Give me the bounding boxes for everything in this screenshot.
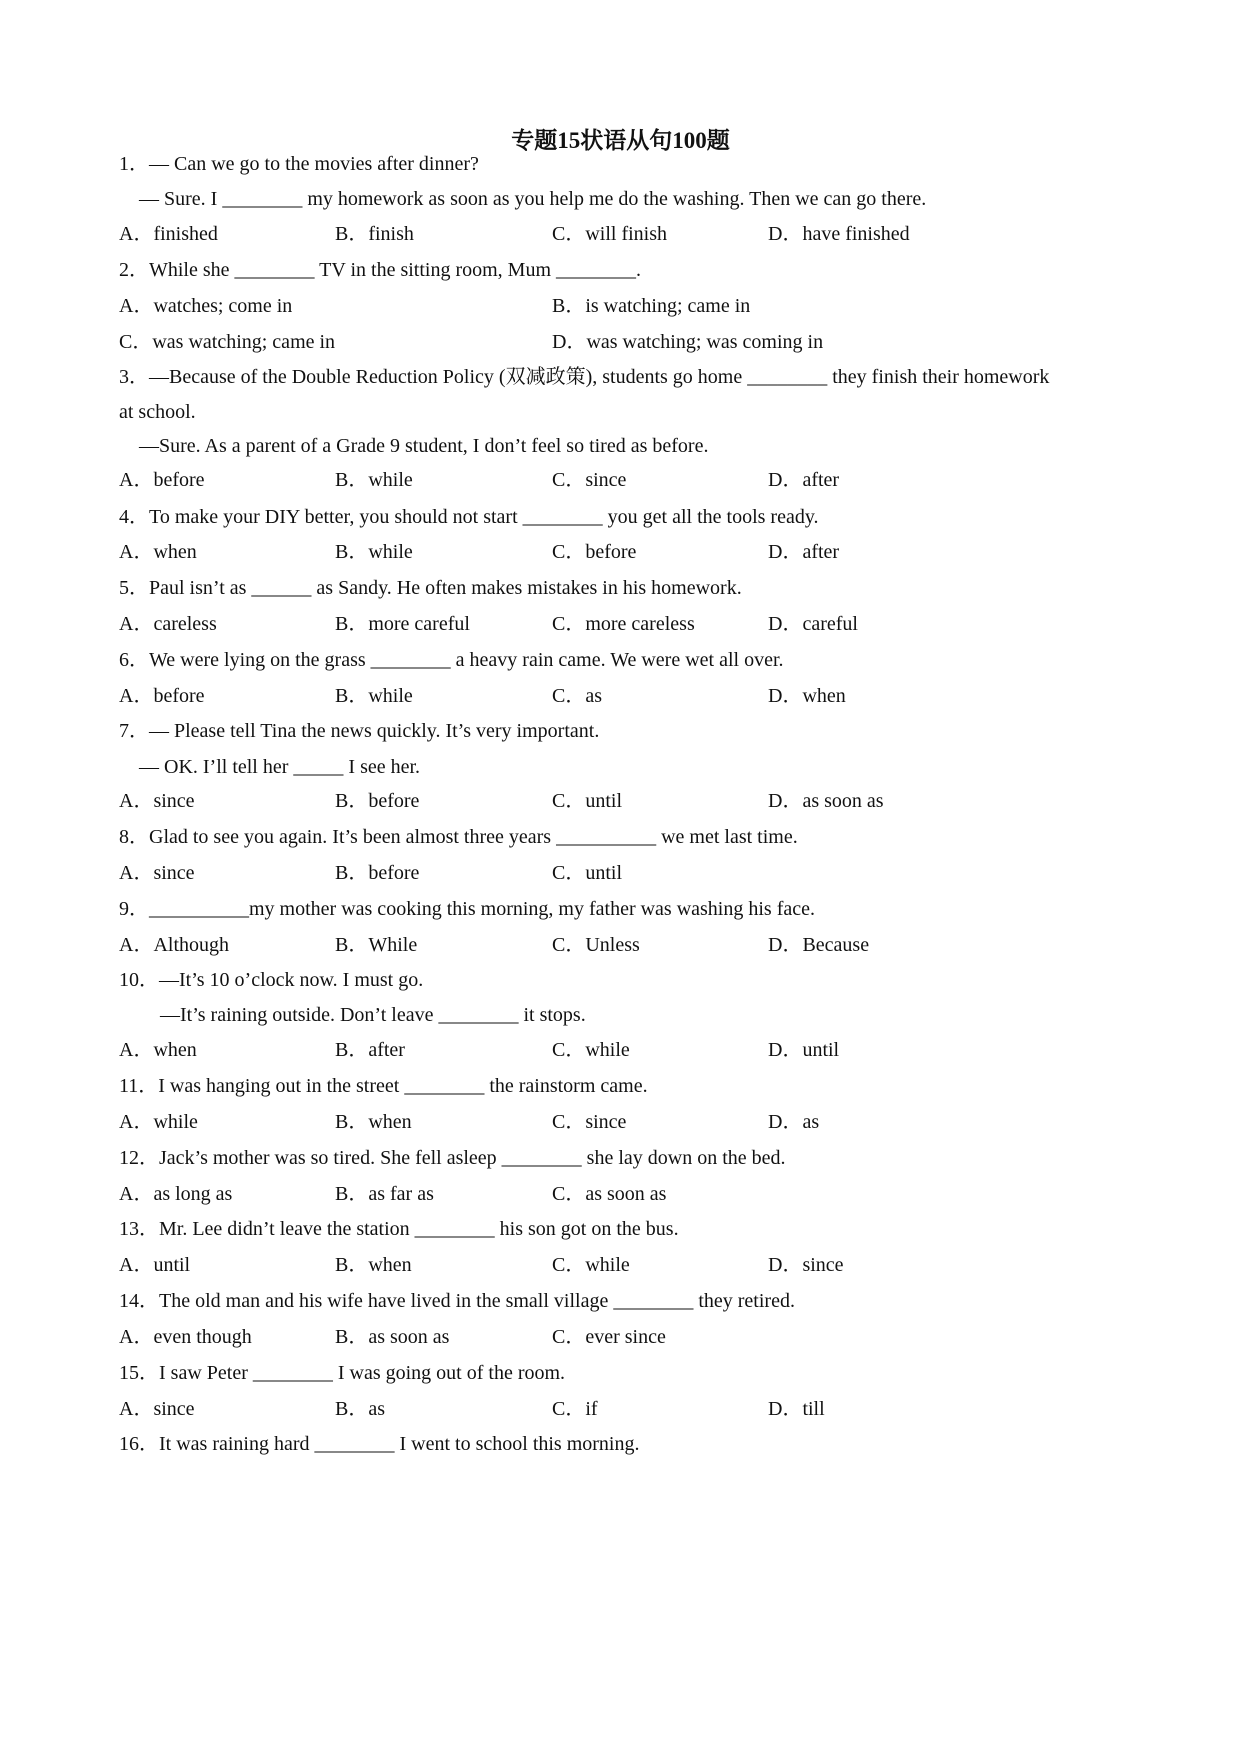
option-a[interactable]: A．careless [119,613,217,635]
question-9-stem: 9．__________my mother was cooking this morning, my father was washing his face. [119,898,815,920]
option-b[interactable]: B．while [335,541,413,563]
option-a[interactable]: A．watches; come in [119,295,293,317]
option-c[interactable]: C．ever since [552,1326,666,1348]
question-7-response: — OK. I’ll tell her _____ I see her. [139,756,421,778]
option-c[interactable]: C．more careless [552,613,695,635]
option-b[interactable]: B．finish [335,223,414,245]
option-a[interactable]: A．even though [119,1326,252,1348]
option-b[interactable]: B．while [335,469,413,491]
question-13-stem: 13．Mr. Lee didn’t leave the station ________ his son got on the bus. [119,1218,679,1240]
question-3-stem: 3．—Because of the Double Reduction Policy (双减政策), students go home ________ they finish their homework [119,366,1050,388]
option-a[interactable]: A．while [119,1111,198,1133]
option-d[interactable]: D．after [768,541,840,563]
option-d[interactable]: D．till [768,1398,825,1420]
question-1-response: — Sure. I ________ my homework as soon as you help me do the washing. Then we can go there. [139,188,927,210]
option-d[interactable]: D．when [768,685,846,707]
question-11-stem: 11．I was hanging out in the street ________ the rainstorm came. [119,1075,648,1097]
option-a[interactable]: A．before [119,469,205,491]
option-a[interactable]: A．until [119,1254,191,1276]
question-6-stem: 6．We were lying on the grass ________ a heavy rain came. We were wet all over. [119,649,784,671]
question-3-stem-continued: at school. [119,401,196,423]
question-10-response: —It’s raining outside. Don’t leave ________ it stops. [160,1004,586,1026]
question-15-stem: 15．I saw Peter ________ I was going out of the room. [119,1362,566,1384]
option-c[interactable]: C．as [552,685,602,707]
question-1-stem: 1．— Can we go to the movies after dinner? [119,153,479,175]
question-5-stem: 5．Paul isn’t as ______ as Sandy. He often makes mistakes in his homework. [119,577,742,599]
option-b[interactable]: B．as soon as [335,1326,450,1348]
question-8-stem: 8．Glad to see you again. It’s been almost three years __________ we met last time. [119,826,798,848]
option-d[interactable]: D．as [768,1111,820,1133]
option-a[interactable]: A．when [119,1039,197,1061]
option-c[interactable]: C．since [552,469,627,491]
option-b[interactable]: B．when [335,1254,412,1276]
option-a[interactable]: A．finished [119,223,218,245]
option-d[interactable]: D．as soon as [768,790,884,812]
option-a[interactable]: A．as long as [119,1183,233,1205]
option-a[interactable]: A．before [119,685,205,707]
option-c[interactable]: C．while [552,1254,630,1276]
question-14-stem: 14．The old man and his wife have lived in the small village ________ they retired. [119,1290,795,1312]
option-d[interactable]: D．careful [768,613,858,635]
option-c[interactable]: C．since [552,1111,627,1133]
option-a[interactable]: A．since [119,790,195,812]
option-d[interactable]: D．have finished [768,223,910,245]
option-c[interactable]: C．will finish [552,223,668,245]
option-b[interactable]: B．more careful [335,613,470,635]
option-d[interactable]: D．Because [768,934,870,956]
option-b[interactable]: B．after [335,1039,405,1061]
option-b[interactable]: B．as far as [335,1183,434,1205]
page-title: 专题15状语从句100题 [511,128,730,153]
option-d[interactable]: D．was watching; was coming in [552,331,824,353]
option-b[interactable]: B．before [335,862,420,884]
option-d[interactable]: D．after [768,469,840,491]
option-b[interactable]: B．While [335,934,418,956]
option-a[interactable]: A．since [119,1398,195,1420]
option-c[interactable]: C．was watching; came in [119,331,336,353]
option-c[interactable]: C．before [552,541,637,563]
question-16-stem: 16．It was raining hard ________ I went to school this morning. [119,1433,640,1455]
option-c[interactable]: C．while [552,1039,630,1061]
option-d[interactable]: D．until [768,1039,840,1061]
question-7-stem: 7．— Please tell Tina the news quickly. It’s very important. [119,720,600,742]
question-4-stem: 4．To make your DIY better, you should not start ________ you get all the tools ready. [119,506,819,528]
option-a[interactable]: A．when [119,541,197,563]
option-c[interactable]: C．until [552,862,623,884]
option-b[interactable]: B．is watching; came in [552,295,751,317]
option-b[interactable]: B．while [335,685,413,707]
question-2-stem: 2．While she ________ TV in the sitting room, Mum ________. [119,259,642,281]
question-12-stem: 12．Jack’s mother was so tired. She fell asleep ________ she lay down on the bed. [119,1147,786,1169]
option-d[interactable]: D．since [768,1254,844,1276]
option-b[interactable]: B．as [335,1398,385,1420]
question-10-stem: 10．—It’s 10 o’clock now. I must go. [119,969,424,991]
option-b[interactable]: B．when [335,1111,412,1133]
option-a[interactable]: A．Although [119,934,229,956]
option-c[interactable]: C．if [552,1398,598,1420]
question-3-response: —Sure. As a parent of a Grade 9 student, I don’t feel so tired as before. [139,435,709,457]
option-c[interactable]: C．Unless [552,934,640,956]
option-c[interactable]: C．until [552,790,623,812]
option-c[interactable]: C．as soon as [552,1183,667,1205]
option-b[interactable]: B．before [335,790,420,812]
option-a[interactable]: A．since [119,862,195,884]
